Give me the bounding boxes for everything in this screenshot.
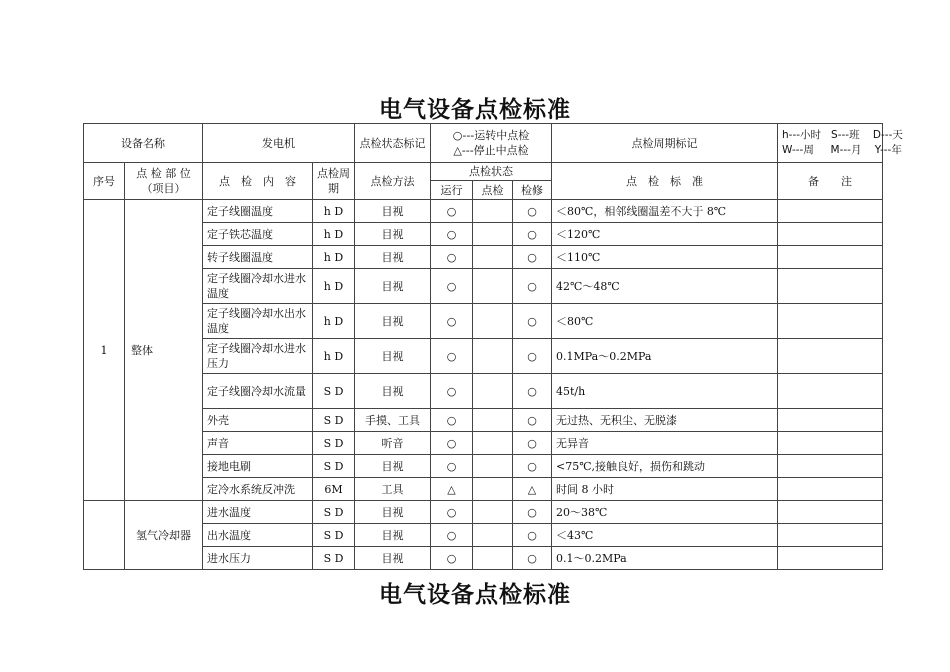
row-status-repair: ○	[513, 246, 552, 269]
row-standard: ＜43℃	[552, 524, 778, 547]
row-status-check	[473, 501, 513, 524]
col-status: 点检状态	[431, 163, 552, 181]
row-content: 外壳	[203, 409, 313, 432]
row-cycle: S D	[313, 409, 355, 432]
row-status-check	[473, 524, 513, 547]
col-part	[125, 163, 203, 200]
row-cycle: S D	[313, 432, 355, 455]
table-row	[84, 547, 883, 570]
row-status-run: ○	[431, 524, 473, 547]
row-content: 定子线圈冷却水流量	[203, 374, 313, 409]
row-standard: ＜80℃，相邻线圈温差不大于 8℃	[552, 200, 778, 223]
row-content: 声音	[203, 432, 313, 455]
row-method: 手摸、工具	[355, 409, 431, 432]
status-legend	[431, 124, 552, 163]
row-standard: 时间 8 小时	[552, 478, 778, 501]
row-method: 目视	[355, 200, 431, 223]
row-status-run: ○	[431, 501, 473, 524]
row-cycle: S D	[313, 524, 355, 547]
row-cycle: h D	[313, 339, 355, 374]
row-status-check	[473, 339, 513, 374]
table-row	[84, 223, 883, 246]
row-standard: 无过热、无积尘、无脱漆	[552, 409, 778, 432]
inspection-standard-table	[83, 123, 903, 570]
equipment-name-value: 发电机	[203, 124, 355, 163]
row-remark	[778, 478, 883, 501]
col-part-label: 点 检 部 位	[136, 167, 191, 180]
header-row	[84, 124, 883, 163]
row-status-repair: ○	[513, 200, 552, 223]
row-status-repair: ○	[513, 547, 552, 570]
row-cycle: S D	[313, 501, 355, 524]
row-status-check	[473, 246, 513, 269]
row-content: 定子线圈温度	[203, 200, 313, 223]
row-cycle: S D	[313, 455, 355, 478]
row-standard: 45t/h	[552, 374, 778, 409]
row-status-repair: ○	[513, 374, 552, 409]
row-status-check	[473, 200, 513, 223]
row-method: 目视	[355, 269, 431, 304]
row-content: 进水温度	[203, 501, 313, 524]
table-row	[84, 478, 883, 501]
cycle-legend-line-1: h---小时 S---班 D---天	[782, 129, 903, 141]
row-remark	[778, 374, 883, 409]
row-status-run: ○	[431, 200, 473, 223]
row-remark	[778, 339, 883, 374]
row-standard: 0.1MPa～0.2MPa	[552, 339, 778, 374]
row-content: 定子线圈冷却水进水温度	[203, 269, 313, 304]
row-content: 进水压力	[203, 547, 313, 570]
row-part: 氢气冷却器	[125, 501, 203, 570]
row-status-check	[473, 547, 513, 570]
row-status-run: ○	[431, 223, 473, 246]
row-status-check	[473, 374, 513, 409]
table-row	[84, 524, 883, 547]
row-remark	[778, 455, 883, 478]
row-method: 目视	[355, 339, 431, 374]
row-status-repair: ○	[513, 455, 552, 478]
row-standard: 20～38℃	[552, 501, 778, 524]
row-remark	[778, 304, 883, 339]
column-header-row	[84, 163, 883, 181]
table-row	[84, 269, 883, 304]
row-method: 目视	[355, 501, 431, 524]
cycle-legend-line-2: W---周 M---月 Y---年	[782, 144, 902, 156]
row-method: 工具	[355, 478, 431, 501]
table-row	[84, 246, 883, 269]
row-status-run: ○	[431, 547, 473, 570]
status-legend-stopped: △---停止中点检	[453, 144, 529, 157]
row-status-check	[473, 223, 513, 246]
row-standard: ＜80℃	[552, 304, 778, 339]
row-content: 接地电刷	[203, 455, 313, 478]
row-method: 目视	[355, 304, 431, 339]
row-remark	[778, 246, 883, 269]
row-status-repair: ○	[513, 501, 552, 524]
row-standard: 42℃～48℃	[552, 269, 778, 304]
row-standard: ＜120℃	[552, 223, 778, 246]
col-content: 点 检 内 容	[203, 163, 313, 200]
row-status-repair: ○	[513, 304, 552, 339]
row-status-run: ○	[431, 339, 473, 374]
col-method: 点检方法	[355, 163, 431, 200]
row-part: 整体	[125, 200, 203, 501]
col-status-check: 点检	[473, 181, 513, 200]
row-remark	[778, 223, 883, 246]
table-row	[84, 409, 883, 432]
row-method: 目视	[355, 223, 431, 246]
table-row	[84, 374, 883, 409]
page-title: 电气设备点检标准	[379, 97, 571, 123]
row-status-repair: ○	[513, 269, 552, 304]
row-status-run: ○	[431, 304, 473, 339]
row-method: 目视	[355, 524, 431, 547]
row-status-repair: ○	[513, 409, 552, 432]
row-status-run: ○	[431, 432, 473, 455]
row-status-run: ○	[431, 455, 473, 478]
col-cycle: 点检周期	[313, 163, 355, 200]
col-status-run: 运行	[431, 181, 473, 200]
row-cycle: S D	[313, 547, 355, 570]
row-status-repair: ○	[513, 524, 552, 547]
col-no: 序号	[84, 163, 125, 200]
row-cycle: h D	[313, 304, 355, 339]
table-row	[84, 304, 883, 339]
table-row	[84, 432, 883, 455]
row-method: 目视	[355, 547, 431, 570]
row-cycle: h D	[313, 223, 355, 246]
row-content: 定子线圈冷却水出水温度	[203, 304, 313, 339]
row-content: 转子线圈温度	[203, 246, 313, 269]
row-status-check	[473, 478, 513, 501]
row-content: 出水温度	[203, 524, 313, 547]
row-status-repair: ○	[513, 432, 552, 455]
row-status-repair: △	[513, 478, 552, 501]
status-legend-running: ○---运转中点检	[452, 129, 530, 142]
row-remark	[778, 432, 883, 455]
row-status-check	[473, 455, 513, 478]
row-content: 定子铁芯温度	[203, 223, 313, 246]
row-method: 目视	[355, 455, 431, 478]
status-mark-label: 点检状态标记	[355, 124, 431, 163]
table-row	[84, 455, 883, 478]
table-row	[84, 339, 883, 374]
cycle-label: 点检周期标记	[552, 124, 778, 163]
row-remark	[778, 501, 883, 524]
row-status-repair: ○	[513, 223, 552, 246]
table-row	[84, 501, 883, 524]
col-part-sub: （项目）	[141, 182, 186, 195]
row-standard: ＜110℃	[552, 246, 778, 269]
page-title-repeat: 电气设备点检标准	[379, 582, 571, 608]
row-status-run: ○	[431, 269, 473, 304]
row-status-check	[473, 304, 513, 339]
row-remark	[778, 409, 883, 432]
row-cycle: h D	[313, 200, 355, 223]
row-status-check	[473, 409, 513, 432]
row-status-run: ○	[431, 409, 473, 432]
row-standard: 无异音	[552, 432, 778, 455]
row-remark	[778, 200, 883, 223]
col-status-repair: 检修	[513, 181, 552, 200]
row-remark	[778, 269, 883, 304]
row-method: 目视	[355, 246, 431, 269]
row-status-check	[473, 432, 513, 455]
row-no: 1	[84, 200, 125, 501]
row-cycle: S D	[313, 374, 355, 409]
equipment-name-label: 设备名称	[84, 124, 203, 163]
row-cycle: 6M	[313, 478, 355, 501]
row-standard: <75℃,接触良好，损伤和跳动	[552, 455, 778, 478]
row-remark	[778, 547, 883, 570]
row-cycle: h D	[313, 246, 355, 269]
row-remark	[778, 524, 883, 547]
row-content: 定冷水系统反冲洗	[203, 478, 313, 501]
table-row	[84, 200, 883, 223]
col-standard: 点 检 标 准	[552, 163, 778, 200]
row-status-check	[473, 269, 513, 304]
row-status-run: ○	[431, 374, 473, 409]
row-content: 定子线圈冷却水进水压力	[203, 339, 313, 374]
row-cycle: h D	[313, 269, 355, 304]
row-method: 目视	[355, 374, 431, 409]
row-status-repair: ○	[513, 339, 552, 374]
cycle-legend	[778, 124, 903, 163]
row-status-run: ○	[431, 246, 473, 269]
row-no	[84, 501, 125, 570]
row-standard: 0.1～0.2MPa	[552, 547, 778, 570]
col-remark: 备 注	[778, 163, 883, 200]
row-status-run: △	[431, 478, 473, 501]
row-method: 听音	[355, 432, 431, 455]
